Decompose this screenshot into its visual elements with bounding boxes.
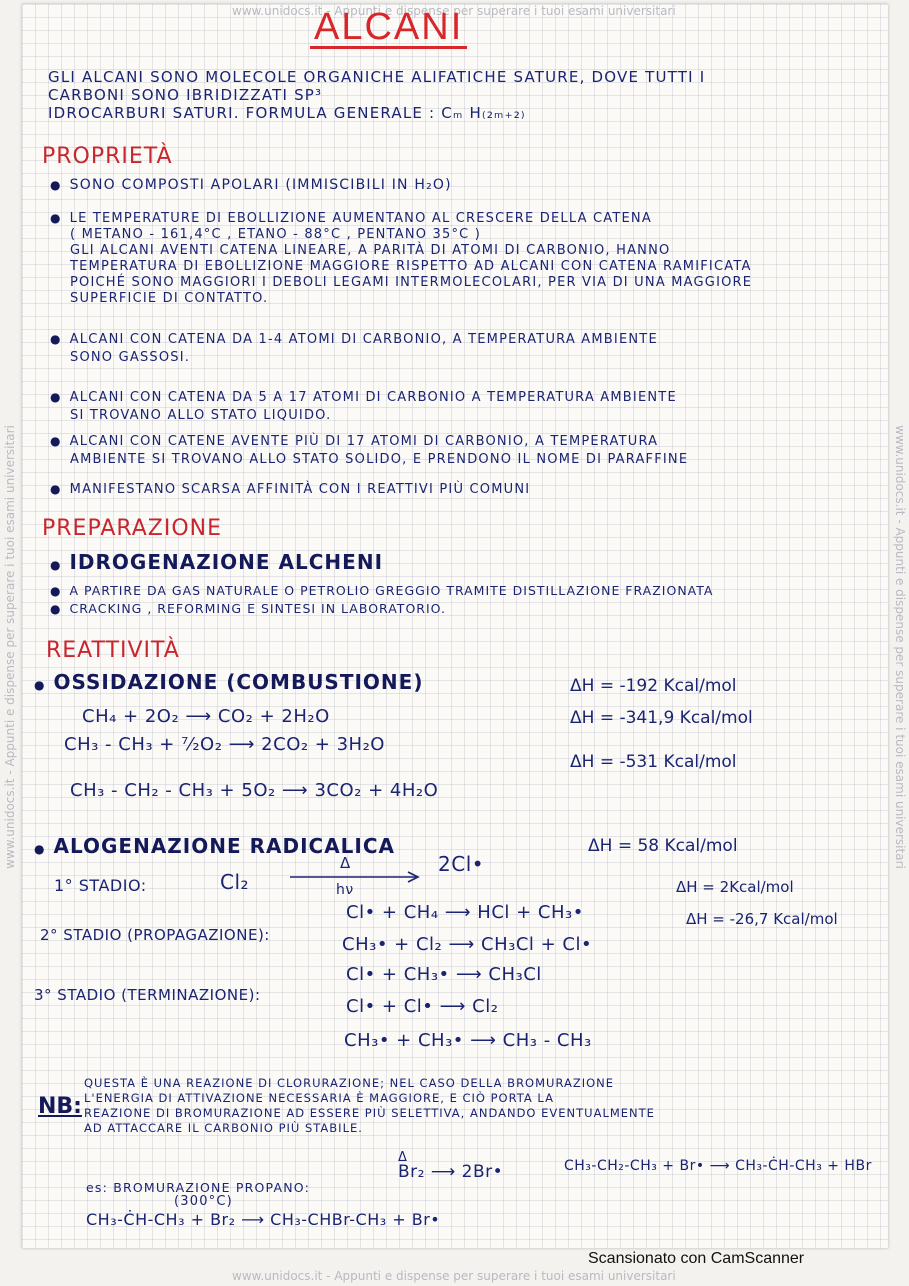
item-line: ● A PARTIRE DA GAS NATURALE O PETROLIO GREGGIO TRAMITE DISTILLAZIONE FRAZIONATA [50, 582, 713, 600]
intro-block [48, 68, 705, 122]
nb-label: NB: [38, 1094, 82, 1119]
reaction-equation: CH₃• + CH₃• ⟶ CH₃ - CH₃ [344, 1030, 592, 1051]
item-line: ● MANIFESTANO SCARSA AFFINITÀ CON I REATTIVI PIÙ COMUNI [50, 482, 530, 497]
enthalpy-value: ΔH = -531 Kcal/mol [570, 752, 737, 772]
item-line: ( METANO - 161,4°C , ETANO - 88°C , PENTANO 35°C ) [70, 227, 482, 242]
reaction-equation: CH₃-ĊH-CH₃ + Br₂ ⟶ CH₃-CHBr-CH₃ + Br• [86, 1210, 441, 1229]
item-line: TEMPERATURA DI EBOLLIZIONE MAGGIORE RISPETTO AD ALCANI CON CATENA RAMIFICATA [70, 259, 752, 274]
reaction-equation: CH₄ + 2O₂ ⟶ CO₂ + 2H₂O [82, 706, 330, 727]
subheading-text: OSSIDAZIONE (COMBUSTIONE) [53, 670, 424, 694]
enthalpy-value: ΔH = -26,7 Kcal/mol [686, 910, 838, 928]
proprieta-item [50, 210, 752, 307]
reaction-equation: CH₃-CH₂-CH₃ + Br• ⟶ CH₃-ĊH-CH₃ + HBr [564, 1158, 872, 1174]
proprieta-item [50, 482, 530, 497]
scanner-label: Scansionato con CamScanner [588, 1250, 805, 1267]
arrow-condition-above: Δ [398, 1150, 408, 1165]
reactant: Cl₂ [220, 870, 250, 894]
nb-text [84, 1076, 655, 1136]
example-label: es: BROMURAZIONE PROPANO: [86, 1180, 310, 1195]
arrow-condition-below: hν [336, 882, 354, 898]
nb-line: REAZIONE DI BROMURAZIONE AD ESSERE PIÙ SELETTIVA, ANDANDO EVENTUALMENTE [84, 1106, 655, 1120]
watermark-bottom: www.unidocs.it - Appunti e dispense per superare i tuoi esami universitari [232, 1269, 676, 1283]
proprieta-item [50, 178, 452, 193]
item-line: SI TROVANO ALLO STATO LIQUIDO. [70, 408, 332, 423]
item-line: ● CRACKING , REFORMING E SINTESI IN LABORATORIO. [50, 600, 713, 618]
item-line: POICHÉ SONO MAGGIORI I DEBOLI LEGAMI INTERMOLECOLARI, PER VIA DI UNA MAGGIORE [70, 275, 753, 290]
product: 2Cl• [438, 852, 485, 876]
watermark-left: www.unidocs.it - Appunti e dispense per superare i tuoi esami universitari [3, 425, 17, 869]
nb-line: L'ENERGIA DI ATTIVAZIONE NECESSARIA È MAGGIORE, E CIÒ PORTA LA [84, 1091, 554, 1105]
item-line: ● ALCANI CON CATENE AVENTE PIÙ DI 17 ATOMI DI CARBONIO, A TEMPERATURA [50, 432, 688, 451]
enthalpy-value: ΔH = 58 Kcal/mol [588, 836, 738, 856]
intro-line: GLI ALCANI SONO MOLECOLE ORGANICHE ALIFATICHE SATURE, DOVE TUTTI I [48, 68, 706, 86]
enthalpy-value: ΔH = 2Kcal/mol [676, 878, 794, 896]
reaction-condition: (300°C) [174, 1194, 233, 1209]
proprieta-item [50, 330, 658, 367]
subheading-text: IDROGENAZIONE ALCHENI [69, 550, 384, 574]
enthalpy-value: ΔH = -192 Kcal/mol [570, 676, 737, 696]
item-line: AMBIENTE SI TROVANO ALLO STATO SOLIDO, E PRENDONO IL NOME DI PARAFFINE [70, 452, 689, 467]
item-line: ● LE TEMPERATURE DI EBOLLIZIONE AUMENTANO AL CRESCERE DELLA CATENA [50, 210, 752, 227]
stadio-label: 3° STADIO (TERMINAZIONE): [34, 986, 261, 1004]
arrow-condition-above: Δ [340, 854, 351, 872]
section-heading-preparazione: PREPARAZIONE [42, 516, 223, 541]
page-title: ALCANI [310, 8, 467, 49]
reaction-equation: CH₃ - CH₂ - CH₃ + 5O₂ ⟶ 3CO₂ + 4H₂O [70, 780, 439, 801]
section-heading-proprieta: PROPRIETÀ [42, 144, 173, 169]
item-line: ● ALCANI CON CATENA DA 5 A 17 ATOMI DI CARBONIO A TEMPERATURA AMBIENTE [50, 388, 677, 407]
item-line: ● ALCANI CON CATENA DA 1-4 ATOMI DI CARBONIO, A TEMPERATURA AMBIENTE [50, 330, 658, 349]
proprieta-item [50, 388, 677, 425]
item-line: ● SONO COMPOSTI APOLARI (IMMISCIBILI IN H₂O) [50, 178, 452, 193]
section-heading-reattivita: REATTIVITÀ [46, 638, 180, 663]
reaction-equation: CH₃ - CH₃ + ⁷⁄₂O₂ ⟶ 2CO₂ + 3H₂O [64, 734, 385, 755]
stadio-label: 1° STADIO: [54, 876, 147, 895]
intro-line: IDROCARBURI SATURI. FORMULA GENERALE : Cₘ H₍₂ₘ₊₂₎ [48, 104, 526, 122]
subheading-idrogenazione [50, 550, 383, 574]
item-line: SUPERFICIE DI CONTATTO. [70, 291, 269, 306]
reaction-equation: CH₃• + Cl₂ ⟶ CH₃Cl + Cl• [342, 934, 593, 955]
subheading-text: ALOGENAZIONE RADICALICA [53, 834, 396, 858]
nb-line: AD ATTACCARE IL CARBONIO PIÙ STABILE. [84, 1121, 363, 1135]
watermark-top: www.unidocs.it - Appunti e dispense per superare i tuoi esami universitari [232, 4, 676, 18]
enthalpy-value: ΔH = -341,9 Kcal/mol [570, 708, 753, 728]
reaction-equation: Br₂ ⟶ 2Br• [398, 1162, 504, 1182]
reaction-equation: Cl• + CH₄ ⟶ HCl + CH₃• [346, 902, 584, 923]
reaction-equation: Cl• + Cl• ⟶ Cl₂ [346, 996, 499, 1017]
stadio-label: 2° STADIO (PROPAGAZIONE): [40, 926, 270, 944]
item-line: SONO GASSOSI. [70, 350, 191, 365]
preparazione-list [50, 582, 713, 618]
item-line: GLI ALCANI AVENTI CATENA LINEARE, A PARITÀ DI ATOMI DI CARBONIO, HANNO [70, 243, 671, 258]
proprieta-item [50, 432, 688, 469]
reaction-arrow [288, 870, 428, 884]
subheading-ossidazione [34, 670, 423, 694]
intro-line: CARBONI SONO IBRIDIZZATI SP³ [48, 86, 323, 104]
reaction-equation: Cl• + CH₃• ⟶ CH₃Cl [346, 964, 542, 985]
nb-line: QUESTA È UNA REAZIONE DI CLORURAZIONE; NEL CASO DELLA BROMURAZIONE [84, 1076, 615, 1090]
watermark-right: www.unidocs.it - Appunti e dispense per superare i tuoi esami universitari [893, 425, 907, 869]
